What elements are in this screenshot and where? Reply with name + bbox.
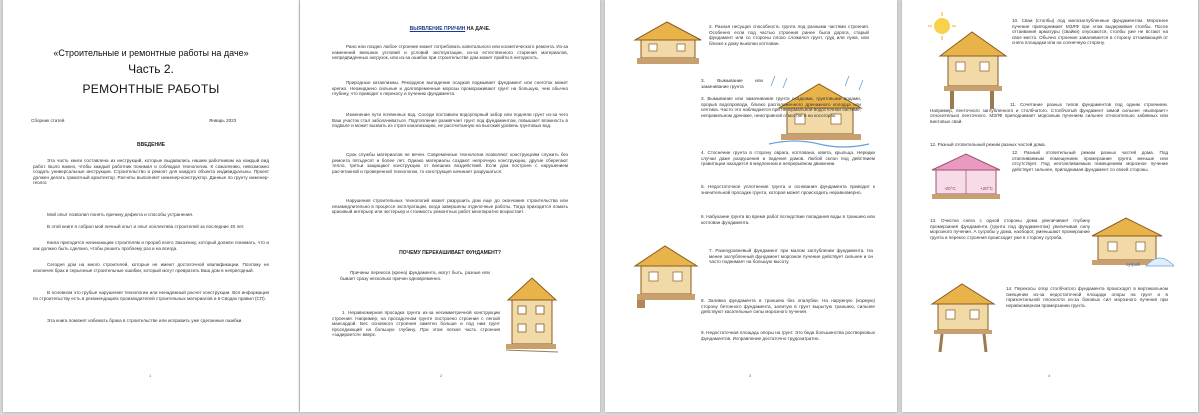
cold-room-temp: -20°C [944,186,956,191]
cause-10: 10. Сваи (столбы) под малозаглубленные фундаментом. Морозное пучение приподнимает МЗЛФ при этом выдерживая столбы. После оттаивания арматуры (свайки) опускаются, столбы уже не встают на свое место. Обычно строение заваливается в сторону оттаивающей от снега площадки или на солнечную сторону. [1012,18,1168,46]
edition-date: Январь 2023 [209,118,237,123]
cause-9: 9. Недостаточная площадь опоры на грунт. Это беда большинства ростверковых фундаментов. Исправление достаточно трудозатратно. [701,330,875,341]
cause-8: 8. Заливка фундамента в траншею без опалубки. На наружную (кормую) сторону бетонного фундамента, залитую в грунт вырытую траншею, сильнее действуют касательные силы морозного пучения. [701,298,875,315]
cause-4: 4. Стоснение грунта в сторону оврага, котлована, ювета, крыльца. Нередки случаи даже разрушения и падения домов. Любой склон под действием гравитации находится в медленном и непрерывном движении. [701,150,875,167]
house-uneven-soil-icon [631,18,705,68]
body-paragraph: Рано или поздно любое строение может потребовать капитального или косметического ремонта. Из-за изменений внешних условий и условий эксплуатации, из-за естественного старения материалов, непредвиденных нагрузок, или из-за ошибок при строительстве дом может прийти в негодность. [332,44,568,61]
section-heading-link[interactable]: ВЫЯВЛЕНИЕ ПРИЧИН [409,26,466,32]
intro-paragraph: В этой книге я собрал мой личный опыт и опыт коллектива строителей за последние 40 лет. [47,224,245,229]
cause-2: 2. Разная несущая способность грунта под разными частями строения. Особенно если под частью строения ранее была дорога, старый фундамент или со стороны плохо сложился грунт, груд или лужа, или близко к дому выкопан котлован. [709,24,869,46]
intro-paragraph: Книга пригодится начинающим строителям и прораб всего Заказчику, который должен понимать, что и как должно быть сделано, чтобы решить проблему раз и на всегда. [33,240,269,251]
cause-12: 12. Разный отопительный режим разных частей дома. Под отапливаемым помещением промерзание грунта меньше или отсутствует. Под неотапливаемым помещением морозное пучение действует сильнее, приподнимая фундамент со своей стороны. [1012,150,1168,172]
part-label: Часть 2. [128,62,174,76]
intro-paragraph: В основном это грубые нарушения технологии или ненадежный расчет конструкции. Вся информация по строительству есть в рекомендациях производителей строительных материалов и в Сводах правил (СП). [33,290,269,301]
body-paragraph: Нарушения строительных технологий может разрушить дом еще до окончания строительства или незамедлительно в процессе эксплуатации, когда завершены отделочные работы. Тогда приходится ломать красивый интерьер или экстерьер и стоимость ремонтных работ многократно возрастает. [332,198,568,215]
cause-14: 14. Перекосы опор столбчатого фундамента происходят в вертикальном смещении из-за недостаточной площади опоры на грунт и в горизонтальной плоскости из-за боковых сил морозного пучения при неравномерном промерзании грунта. [1006,286,1168,308]
page-1 [3,0,299,412]
cause-3: 3. Вымывание или замачивание грунта осадками, грунтовыми водами, прорыв водопровода, близко расположенного дренажного колодца или септика. Часто это наблюдается при ненормальной водосточной системе, неправильном дренаже, неисправной отмостке и на косогорах. [701,96,861,118]
sub-heading: ПОЧЕМУ ПЕРЕКАШИВАЕТ ФУНДАМЕНТ? [399,250,501,256]
warm-room-temp: +20°C [980,186,993,191]
page-3 [605,0,897,412]
cause-12-lead: 12. Разный отопительный режим разных частей дома. [930,142,1046,147]
tilted-house-icon [502,272,560,358]
house-heating-icon [928,152,1004,202]
page-4 [902,0,1198,412]
cause-3-title: 3. Вымывание или замачивание грунта [701,78,763,89]
house-columns-icon [928,280,998,354]
page-number: 2 [440,373,443,378]
book-title: «Строительные и ремонтные работы на даче» [53,48,249,58]
page-number: 1 [149,373,152,378]
intro-heading: ВВЕДЕНИЕ [137,142,165,148]
intro-paragraph: Сегодня дом на много строителей, которые не имеют достаточной квалификации. Поэтому не исключен брак и серьезные строительные ошибки, который могут превратить Ваш дом в непригодный. [33,262,269,273]
section-heading [300,26,600,32]
section-heading-rest: НА ДАЧЕ. [466,26,491,32]
body-paragraph: Изменение пути почвенных вод. Соседи поставили водоупорный забор или подняли грунт из-за чего Ваш участок стал заболачиваться. Подтопление размягчает грунт под фундаментом, повышает влажность в подвале и может вызвать из строя канализацию, не рассчитанную на высокий уровень грунтовых вод. [332,112,568,129]
page-2 [300,0,600,412]
cause-6: 6. Набухание грунта во время работ вследствие попадания воды в траншею или котлован фундамента. [701,214,875,225]
cause-1: 1. Неравномерная просадка грунта из-за несимметричной конструкции строения. Например, на просадочном грунте построено строение с легкой мансардой. Вес основного строения заметно больше и под ним грунт проседающий на большую глубину. При этом легкая часть строения «задирается» вверх. [332,310,500,338]
body-paragraph: Природные катаклизмы. Рекордное выпадение осадков подмывает фундамент или снеготок может крепко. Неожиданно сильные и долговременные морозы промораживают грунт на большую, чем обычно глубину, что приводит к перекосу и пучению фундамента. [332,80,568,97]
cause-11: 11. Сочетание разных типов фундаментов под одним строением. Например, ленточного заглубленного и столбчатого. Столбчатый фундамент зимой сильнее «выпирает» относительно ленточного. МЗЛФ приподнимает морозным пучением сильнее относительно забивных или винтовых свай. [930,102,1168,124]
cause-5: 5. Недостаточное уплотнение грунта и основания фундамента приводит к значительной просадке грунта, которая может происходить неравномерно. [701,184,875,195]
snowdrift-label: сугроб [1126,262,1141,267]
causes-intro: Причины перекоса (крена) фундамента, могут быть, разные или бывает сразу несколько причин одновременно. [340,270,490,281]
collection-label: Сборник статей [31,118,65,123]
house-sun-piles-icon [928,12,1014,114]
page-number: 3 [749,373,752,378]
cause-7: 7. Разноуровневый фундамент при малом заглублении фундамента. На менее заглубленный фундамент морозное пучение действует сильнее и он часто поднимает на большую высоту. [709,248,873,265]
intro-paragraph: Эта книга поможет избежать брака в строительстве или исправить уже сделанные ошибки. [47,318,243,323]
cause-13: 13. Очистка снега с одной стороны дома увеличивает глубину промерзания фундамента (грунта под фундаментом) увеличивая силу морозного пучения. А сугробы у дома, наоборот, уменьшают промерзание грунта и перекос строения происходит уже в сторону сугроба. [930,218,1090,240]
page-number: 4 [1048,373,1051,378]
part-heading: РЕМОНТНЫЕ РАБОТЫ [82,82,220,96]
house-shallow-foundation-icon [629,240,703,310]
intro-paragraph: Мой опыт позволил понять причину дефекта и способы устранения. [47,212,194,217]
body-paragraph: Срок службы материалов не вечен. Современные технологии позволяют конструкциям служить без ремонта пятьдесят и более лет. Однако материалы создают непрочную конструкцию, другие сберегают тепло, третьи защищают конструкцию от внешних воздействий. Если дом построен с нарушением расчетанной и проверенной технологии, то конструкция начинает разрушаться. [332,152,568,174]
intro-paragraph: Эта часть книги составлена из инструкций, которые выдавались нашим работникам на каждый вид работ. Было важно, чтобы каждый работник понимал и соблюдал технологию. К сожалению, невозможно создать универсальные инструкции. Строительство и ремонт для каждого объекта индивидуальны. Проект должен делать грамотный архитектор. Расчеты выполняет инженер-конструктор. Данные по грунту инженер-геолог. [33,158,269,186]
